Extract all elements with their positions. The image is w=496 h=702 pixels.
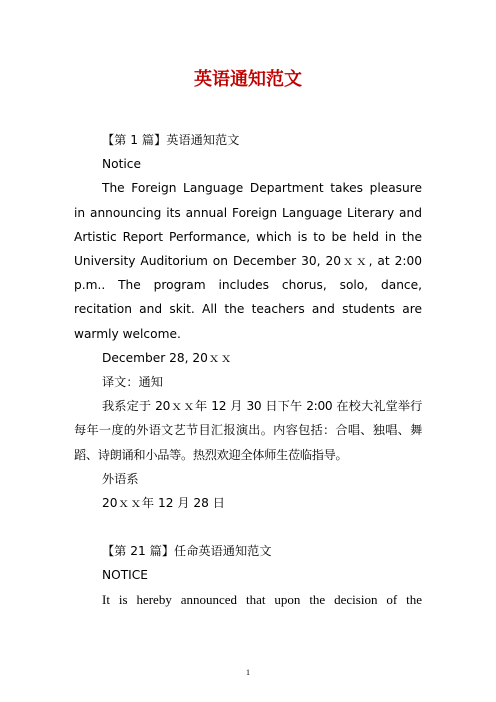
- notice-label: NOTICE: [102, 568, 148, 583]
- translation-body: 我系定于 20ｘｘ年 12 月 30 日下午 2:00 在校大礼堂举行每年一度的外语文艺节目汇报演出。内容包括：合唱、独唱、舞蹈、诗朗诵和小品等。热烈欢迎全体师生莅临指导。: [74, 399, 422, 462]
- notice-body: It is hereby announced that upon the decision of the: [102, 591, 422, 607]
- signature-date: 20ｘｘ年 12 月 28 日: [102, 496, 225, 511]
- page-number: 1: [246, 668, 250, 677]
- document-body: [74, 128, 422, 612]
- notice-date: December 28, 20ｘｘ: [102, 350, 233, 365]
- section-heading: 【第 1 篇】英语通知范文: [102, 133, 240, 147]
- notice-body: The Foreign Language Department takes pleasure in announcing its annual Foreign Language Literary and Artistic Report Performance, which is to be held in the University Auditorium on December 30, 20ｘｘ, at 2:00 p.m.. The program includes chorus, solo, dance, recitation and skit. All the teachers and students are warmly welcome.: [74, 181, 422, 341]
- section-gap: [74, 515, 422, 539]
- notice-label: Notice: [102, 157, 141, 172]
- document-title: 英语通知范文: [194, 69, 302, 90]
- signature: 外语系: [102, 471, 139, 486]
- section-heading: 【第 21 篇】任命英语通知范文: [102, 544, 272, 559]
- translation-label: 译文：通知: [102, 375, 163, 390]
